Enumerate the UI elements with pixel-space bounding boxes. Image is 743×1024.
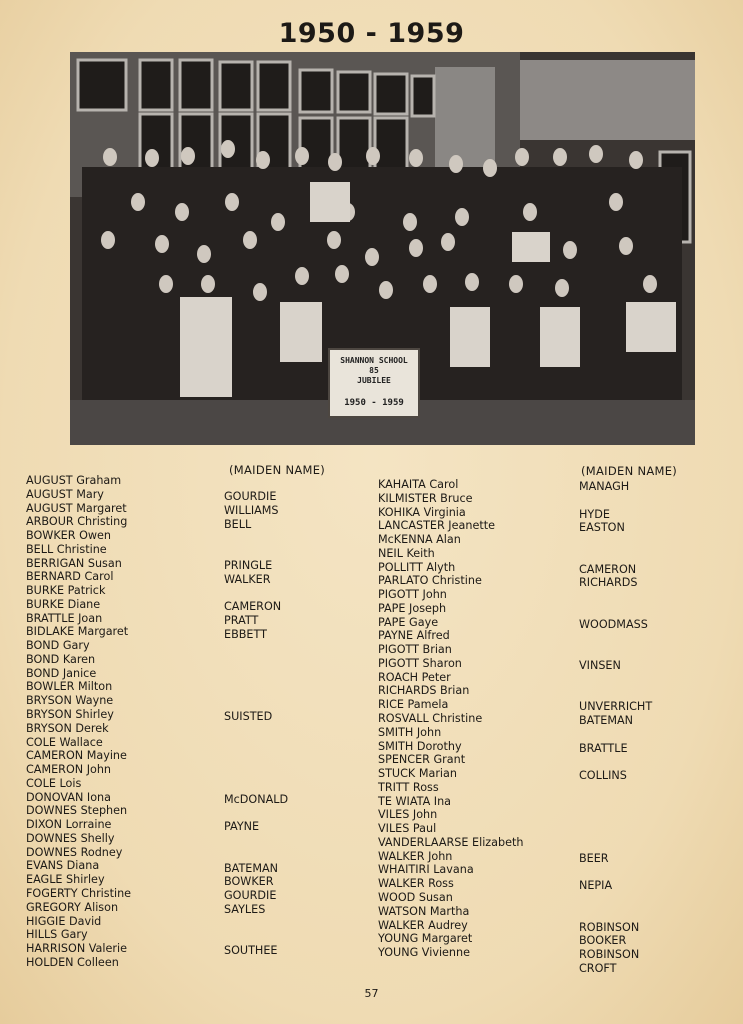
pupil-name: EVANS Diana (26, 859, 100, 873)
pupil-name: HIGGIE David (26, 914, 102, 928)
sign-line: SHANNON SCHOOL (340, 356, 408, 365)
maiden-column-right (579, 480, 652, 976)
pupil-name: KAHAITA Carol (378, 478, 459, 491)
maiden-name (224, 834, 288, 848)
pupil-name: DOWNES Rodney (26, 845, 123, 859)
pupil-name: PAYNE Alfred (378, 629, 450, 643)
pupil-name: SMITH John (378, 725, 442, 739)
pupil-name: YOUNG Vivienne (378, 946, 471, 960)
names-column-right (378, 478, 524, 960)
pupil-name: PARLATO Christine (378, 574, 482, 588)
page-number: 57 (364, 987, 379, 1000)
maiden-name: SAYLES (224, 902, 266, 916)
pupil-name: DOWNES Stephen (26, 804, 128, 818)
maiden-name: BOWKER (224, 875, 274, 889)
pupil-name: BOND Karen (26, 652, 96, 666)
maiden-name: CROFT (579, 961, 617, 975)
pupil-name: ROACH Peter (378, 670, 451, 684)
maiden-name: BELL (224, 517, 252, 531)
pupil-name: RICHARDS Brian (378, 684, 470, 698)
maiden-name (579, 631, 652, 645)
maiden-name: WALKER (224, 572, 271, 586)
maiden-name (579, 494, 652, 508)
pupil-name: CAMERON John (26, 763, 112, 777)
pupil-name: NEIL Keith (378, 546, 435, 560)
pupil-name: PIGOTT Sharon (378, 656, 462, 670)
maiden-name: PRATT (224, 613, 259, 627)
pupil-name: McKENNA Alan (378, 533, 461, 547)
pupil-name: ARBOUR Christing (26, 515, 128, 529)
maiden-name: BEER (579, 851, 609, 865)
pupil-name: STUCK Marian (378, 767, 457, 781)
pupil-name: DOWNES Shelly (26, 831, 115, 845)
maiden-name: BRATTLE (579, 741, 628, 755)
pupil-name: KOHIKA Virginia (378, 505, 466, 519)
maiden-name: BATEMAN (224, 861, 279, 875)
pupil-name: TE WIATA Ina (378, 794, 452, 808)
maiden-name: EASTON (579, 521, 625, 535)
pupil-name: CAMERON Mayine (26, 749, 127, 763)
jubilee-sign (328, 348, 420, 418)
maiden-name: EBBETT (224, 627, 267, 641)
maiden-name: GOURDIE (224, 490, 277, 503)
names-column-left (26, 474, 131, 970)
pupil-name: WALKER John (378, 849, 453, 863)
maiden-name-header-right: (MAIDEN NAME) (581, 464, 678, 478)
sign-years: 1950 - 1959 (344, 398, 404, 408)
pupil-name: DIXON Lorraine (26, 818, 112, 832)
pupil-name: COLE Lois (26, 776, 82, 790)
maiden-name (224, 669, 288, 683)
page-title: 1950 - 1959 (278, 18, 465, 49)
maiden-name: RICHARDS (579, 576, 638, 590)
maiden-name (224, 586, 288, 600)
sign-line: 85 (369, 366, 379, 375)
maiden-name (224, 724, 288, 738)
pupil-name: VILES Paul (378, 822, 437, 836)
pupil-name: PIGOTT Brian (378, 643, 452, 657)
maiden-name (224, 531, 288, 545)
maiden-name (579, 590, 652, 604)
maiden-name: COLLINS (579, 769, 627, 783)
pupil-name: AUGUST Mary (26, 487, 104, 501)
maiden-name: GOURDIE (224, 889, 277, 903)
pupil-name: HOLDEN Colleen (26, 955, 119, 969)
maiden-name (224, 807, 288, 821)
pupil-name: BRYSON Wayne (26, 694, 114, 708)
maiden-name (579, 865, 652, 879)
pupil-name: WATSON Martha (378, 904, 470, 918)
maiden-name: SUISTED (224, 710, 273, 724)
maiden-name (224, 738, 288, 752)
pupil-name: BIDLAKE Margaret (26, 625, 129, 639)
maiden-name (579, 907, 652, 921)
maiden-name: BOOKER (579, 934, 627, 948)
maiden-name: PRINGLE (224, 558, 273, 572)
pupil-name: BRATTLE Joan (26, 611, 103, 625)
pupil-name: BOND Janice (26, 666, 97, 680)
pupil-name: SPENCER Grant (378, 753, 466, 767)
pupil-name: BELL Christine (26, 542, 107, 556)
pupil-name: BOWKER Owen (26, 529, 112, 543)
pupil-name: BRYSON Shirley (26, 708, 114, 722)
maiden-column-left (224, 490, 288, 958)
maiden-name: WOODMASS (579, 617, 648, 631)
pupil-name: BERNARD Carol (26, 570, 114, 584)
pupil-name: FOGERTY Christine (26, 886, 132, 900)
pupil-name: PAPE Joseph (378, 601, 447, 615)
maiden-name (579, 686, 652, 700)
pupil-name: WHAITIRI Lavana (378, 863, 474, 877)
pupil-name: WOOD Susan (378, 890, 453, 904)
pupil-name: WALKER Ross (378, 877, 454, 891)
pupil-name: POLLITT Alyth (378, 560, 456, 574)
maiden-name: UNVERRICHT (579, 700, 653, 714)
maiden-name (579, 673, 652, 687)
maiden-name (579, 810, 652, 824)
maiden-name: McDONALD (224, 792, 289, 806)
sign-line: JUBILEE (357, 376, 391, 385)
pupil-name: SMITH Dorothy (378, 739, 462, 753)
maiden-name (224, 655, 288, 669)
maiden-name (224, 917, 288, 931)
maiden-name: WILLIAMS (224, 503, 279, 517)
pupil-name: BERRIGAN Susan (26, 556, 122, 570)
pupil-name: EAGLE Shirley (26, 873, 105, 887)
maiden-name: SOUTHEE (224, 944, 278, 958)
pupil-name: AUGUST Graham (26, 474, 122, 487)
maiden-name (224, 931, 288, 945)
pupil-name: BURKE Patrick (26, 584, 106, 598)
pupil-name: COLE Wallace (26, 735, 103, 749)
maiden-name-header-left: (MAIDEN NAME) (229, 463, 326, 477)
maiden-name (224, 683, 288, 697)
pupil-name: PAPE Gaye (378, 615, 439, 629)
pupil-name: BURKE Diane (26, 597, 101, 611)
pupil-name: VILES John (378, 808, 438, 822)
pupil-name: BOND Gary (26, 639, 90, 653)
pupil-name: KILMISTER Bruce (378, 491, 473, 505)
maiden-name (579, 824, 652, 838)
maiden-name (224, 545, 288, 559)
pupil-name: HARRISON Valerie (26, 942, 127, 956)
pupil-name: PIGOTT John (378, 588, 447, 602)
maiden-name (579, 728, 652, 742)
maiden-name (579, 797, 652, 811)
class-photo (70, 52, 695, 445)
pupil-name: BRYSON Derek (26, 721, 109, 735)
maiden-name (579, 535, 652, 549)
maiden-name: NEPIA (579, 879, 613, 893)
pupil-name: ROSVALL Christine (378, 712, 483, 726)
maiden-name (579, 549, 652, 563)
pupil-name: TRITT Ross (378, 780, 439, 794)
maiden-name (579, 893, 652, 907)
maiden-name (224, 779, 288, 793)
pupil-name: BOWLER Milton (26, 680, 113, 694)
maiden-name: CAMERON (579, 562, 637, 576)
maiden-name: HYDE (579, 507, 610, 521)
maiden-name: PAYNE (224, 820, 260, 834)
pupil-name: RICE Pamela (378, 698, 449, 712)
pupil-name: WALKER Audrey (378, 918, 468, 932)
maiden-name: CAMERON (224, 600, 282, 614)
maiden-name (224, 848, 288, 862)
pupil-name: HILLS Gary (26, 928, 88, 942)
maiden-name (224, 641, 288, 655)
pupil-name: LANCASTER Jeanette (378, 519, 495, 533)
pupil-name: YOUNG Margaret (378, 932, 473, 946)
maiden-name: ROBINSON (579, 948, 640, 962)
pupil-name: GREGORY Alison (26, 900, 119, 914)
pupil-name: AUGUST Margaret (26, 501, 127, 515)
maiden-name (224, 696, 288, 710)
maiden-name (579, 645, 652, 659)
pupil-name: VANDERLAARSE Elizabeth (378, 835, 524, 849)
maiden-name (579, 604, 652, 618)
maiden-name: ROBINSON (579, 920, 640, 934)
maiden-name: BATEMAN (579, 714, 634, 728)
maiden-name (224, 752, 288, 766)
maiden-name: MANAGH (579, 480, 630, 493)
maiden-name (579, 755, 652, 769)
maiden-name (579, 783, 652, 797)
maiden-name (579, 838, 652, 852)
maiden-name (224, 765, 288, 779)
pupil-name: DONOVAN Iona (26, 790, 112, 804)
maiden-name: VINSEN (579, 658, 621, 672)
